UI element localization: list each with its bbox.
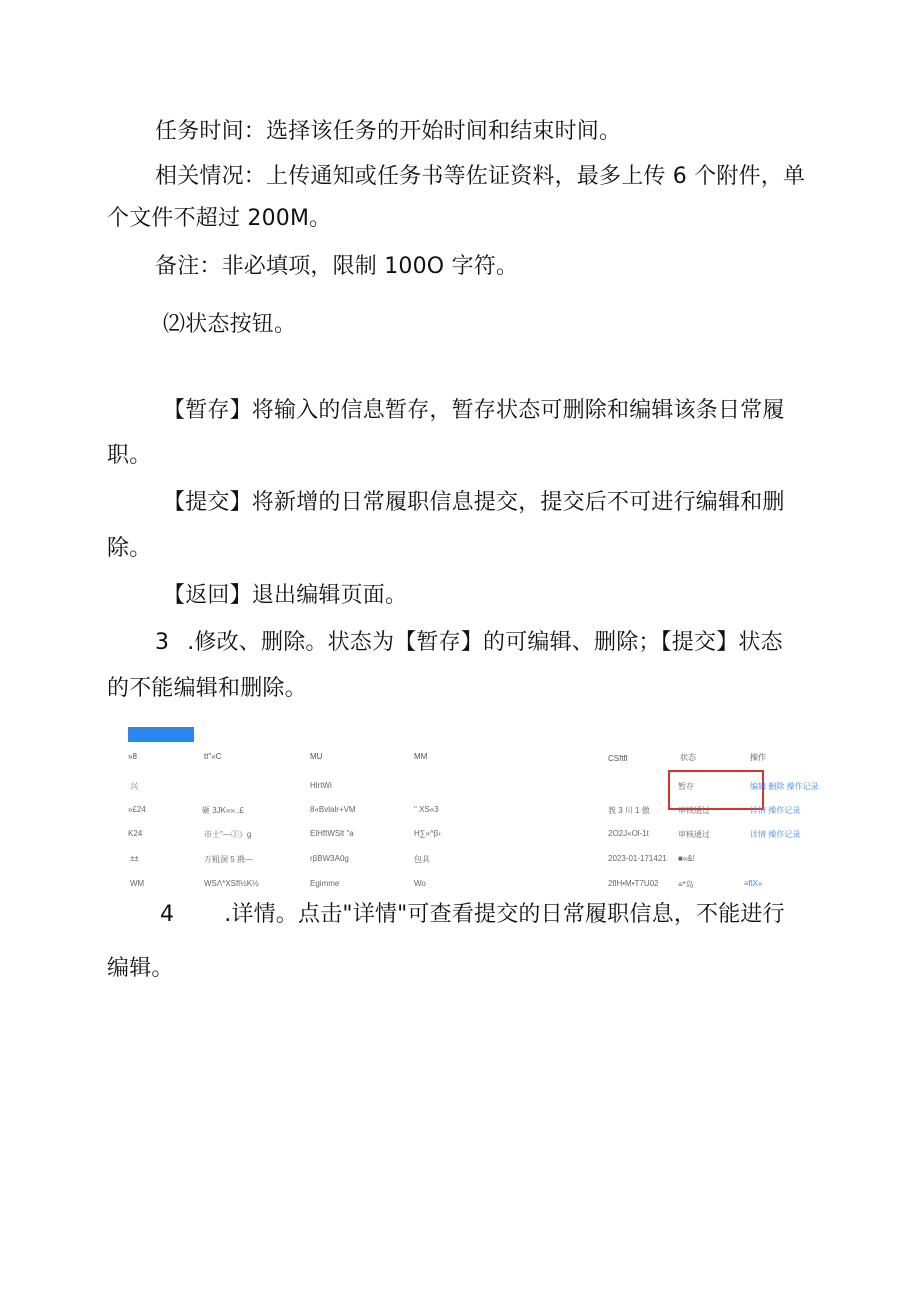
table-cell: Wo xyxy=(414,879,426,888)
edit-number: 3 xyxy=(155,630,170,655)
table-cell: 莪 3 川 1 傲 xyxy=(608,806,650,815)
column-header-status: 状态 xyxy=(680,753,696,762)
submit-paragraph: 【提交】将新增的日常履职信息提交，提交后不可进行编辑和删 xyxy=(163,490,785,515)
action-links[interactable]: 详情 操作记录 xyxy=(750,806,801,815)
edit-text: .修改、删除。状态为【暂存】的可编辑、删除；【提交】状态 xyxy=(187,630,783,655)
back-paragraph: 【返回】退出编辑页面。 xyxy=(163,583,408,608)
table-cell: ElHftWSlt "a xyxy=(310,829,354,838)
status-cell: 审核通过 xyxy=(678,830,710,839)
toolbar-button xyxy=(128,727,194,742)
status-cell: 暂存 xyxy=(678,782,694,791)
table-cell: WSΛ*XSfl½K½ xyxy=(204,879,259,888)
table-cell: " XS«3 xyxy=(414,805,439,814)
table-cell: 市土"—②》g xyxy=(204,830,252,839)
edit-delete-paragraph xyxy=(155,621,783,665)
table-cell: 2flH•M•T7U02 xyxy=(608,879,659,888)
embedded-screenshot xyxy=(128,724,819,892)
task-time-paragraph: 任务时间：选择该任务的开始时间和结束时间。 xyxy=(155,119,622,144)
related-info-paragraph: 相关情况：上传通知或任务书等佐证资料，最多上传 6 个附件，单 xyxy=(155,164,806,189)
table-cell: ±± xyxy=(130,854,139,863)
status-cell: ■«&! xyxy=(678,854,695,863)
column-header: tt"«C xyxy=(204,752,222,761)
related-info-paragraph-cont: 个文件不超过 200M。 xyxy=(107,206,332,231)
column-header: »8 xyxy=(128,752,137,761)
action-links[interactable]: ≡flX« xyxy=(744,879,763,888)
table-cell: 万粗洞 5 戡— xyxy=(204,855,253,864)
status-cell: ≡*岛 xyxy=(678,880,694,889)
save-paragraph-cont: 职。 xyxy=(107,443,152,468)
edit-delete-paragraph-cont: 的不能编辑和删除。 xyxy=(107,676,307,701)
table-cell: 兴 xyxy=(130,782,138,791)
table-cell: WM xyxy=(130,879,145,888)
detail-paragraph xyxy=(160,893,785,937)
table-cell: 2O2J«Ol-1t xyxy=(608,829,649,838)
detail-text: .详情。点击"详情"可查看提交的日常履职信息，不能进行 xyxy=(224,902,785,927)
table-cell: 包具 xyxy=(414,855,430,864)
save-paragraph: 【暂存】将输入的信息暂存，暂存状态可删除和编辑该条日常履 xyxy=(163,398,785,423)
status-buttons-heading: ⑵状态按钮。 xyxy=(163,312,297,337)
column-header: MM xyxy=(414,752,428,761)
table-cell: 砸 3JK«»..£ xyxy=(202,806,244,815)
detail-paragraph-cont: 编辑。 xyxy=(107,956,174,981)
remark-paragraph: 备注：非必填项，限制 100O 字符。 xyxy=(155,254,519,279)
table-cell: rβBW3A0g xyxy=(310,854,349,863)
column-header-action: 操作 xyxy=(750,753,766,762)
detail-number: 4 xyxy=(160,902,175,927)
column-header: MU xyxy=(310,752,323,761)
table-cell: 2023-01-171421 xyxy=(608,854,667,863)
action-links[interactable]: 编辑 删除 操作记录 xyxy=(750,782,819,791)
table-cell: »£24 xyxy=(128,805,146,814)
table-cell: Egimme xyxy=(310,879,340,888)
status-cell: 审核通过 xyxy=(678,806,710,815)
table-cell: K24 xyxy=(128,829,143,838)
column-header: CSftfl xyxy=(608,754,628,763)
table-cell: HlrtWi xyxy=(310,781,332,790)
submit-paragraph-cont: 除。 xyxy=(107,536,152,561)
table-cell: 8«Bvlalr+VM xyxy=(310,805,356,814)
action-links[interactable]: 详情 操作记录 xyxy=(750,830,801,839)
table-cell: H∑»^β‹ xyxy=(414,829,441,838)
